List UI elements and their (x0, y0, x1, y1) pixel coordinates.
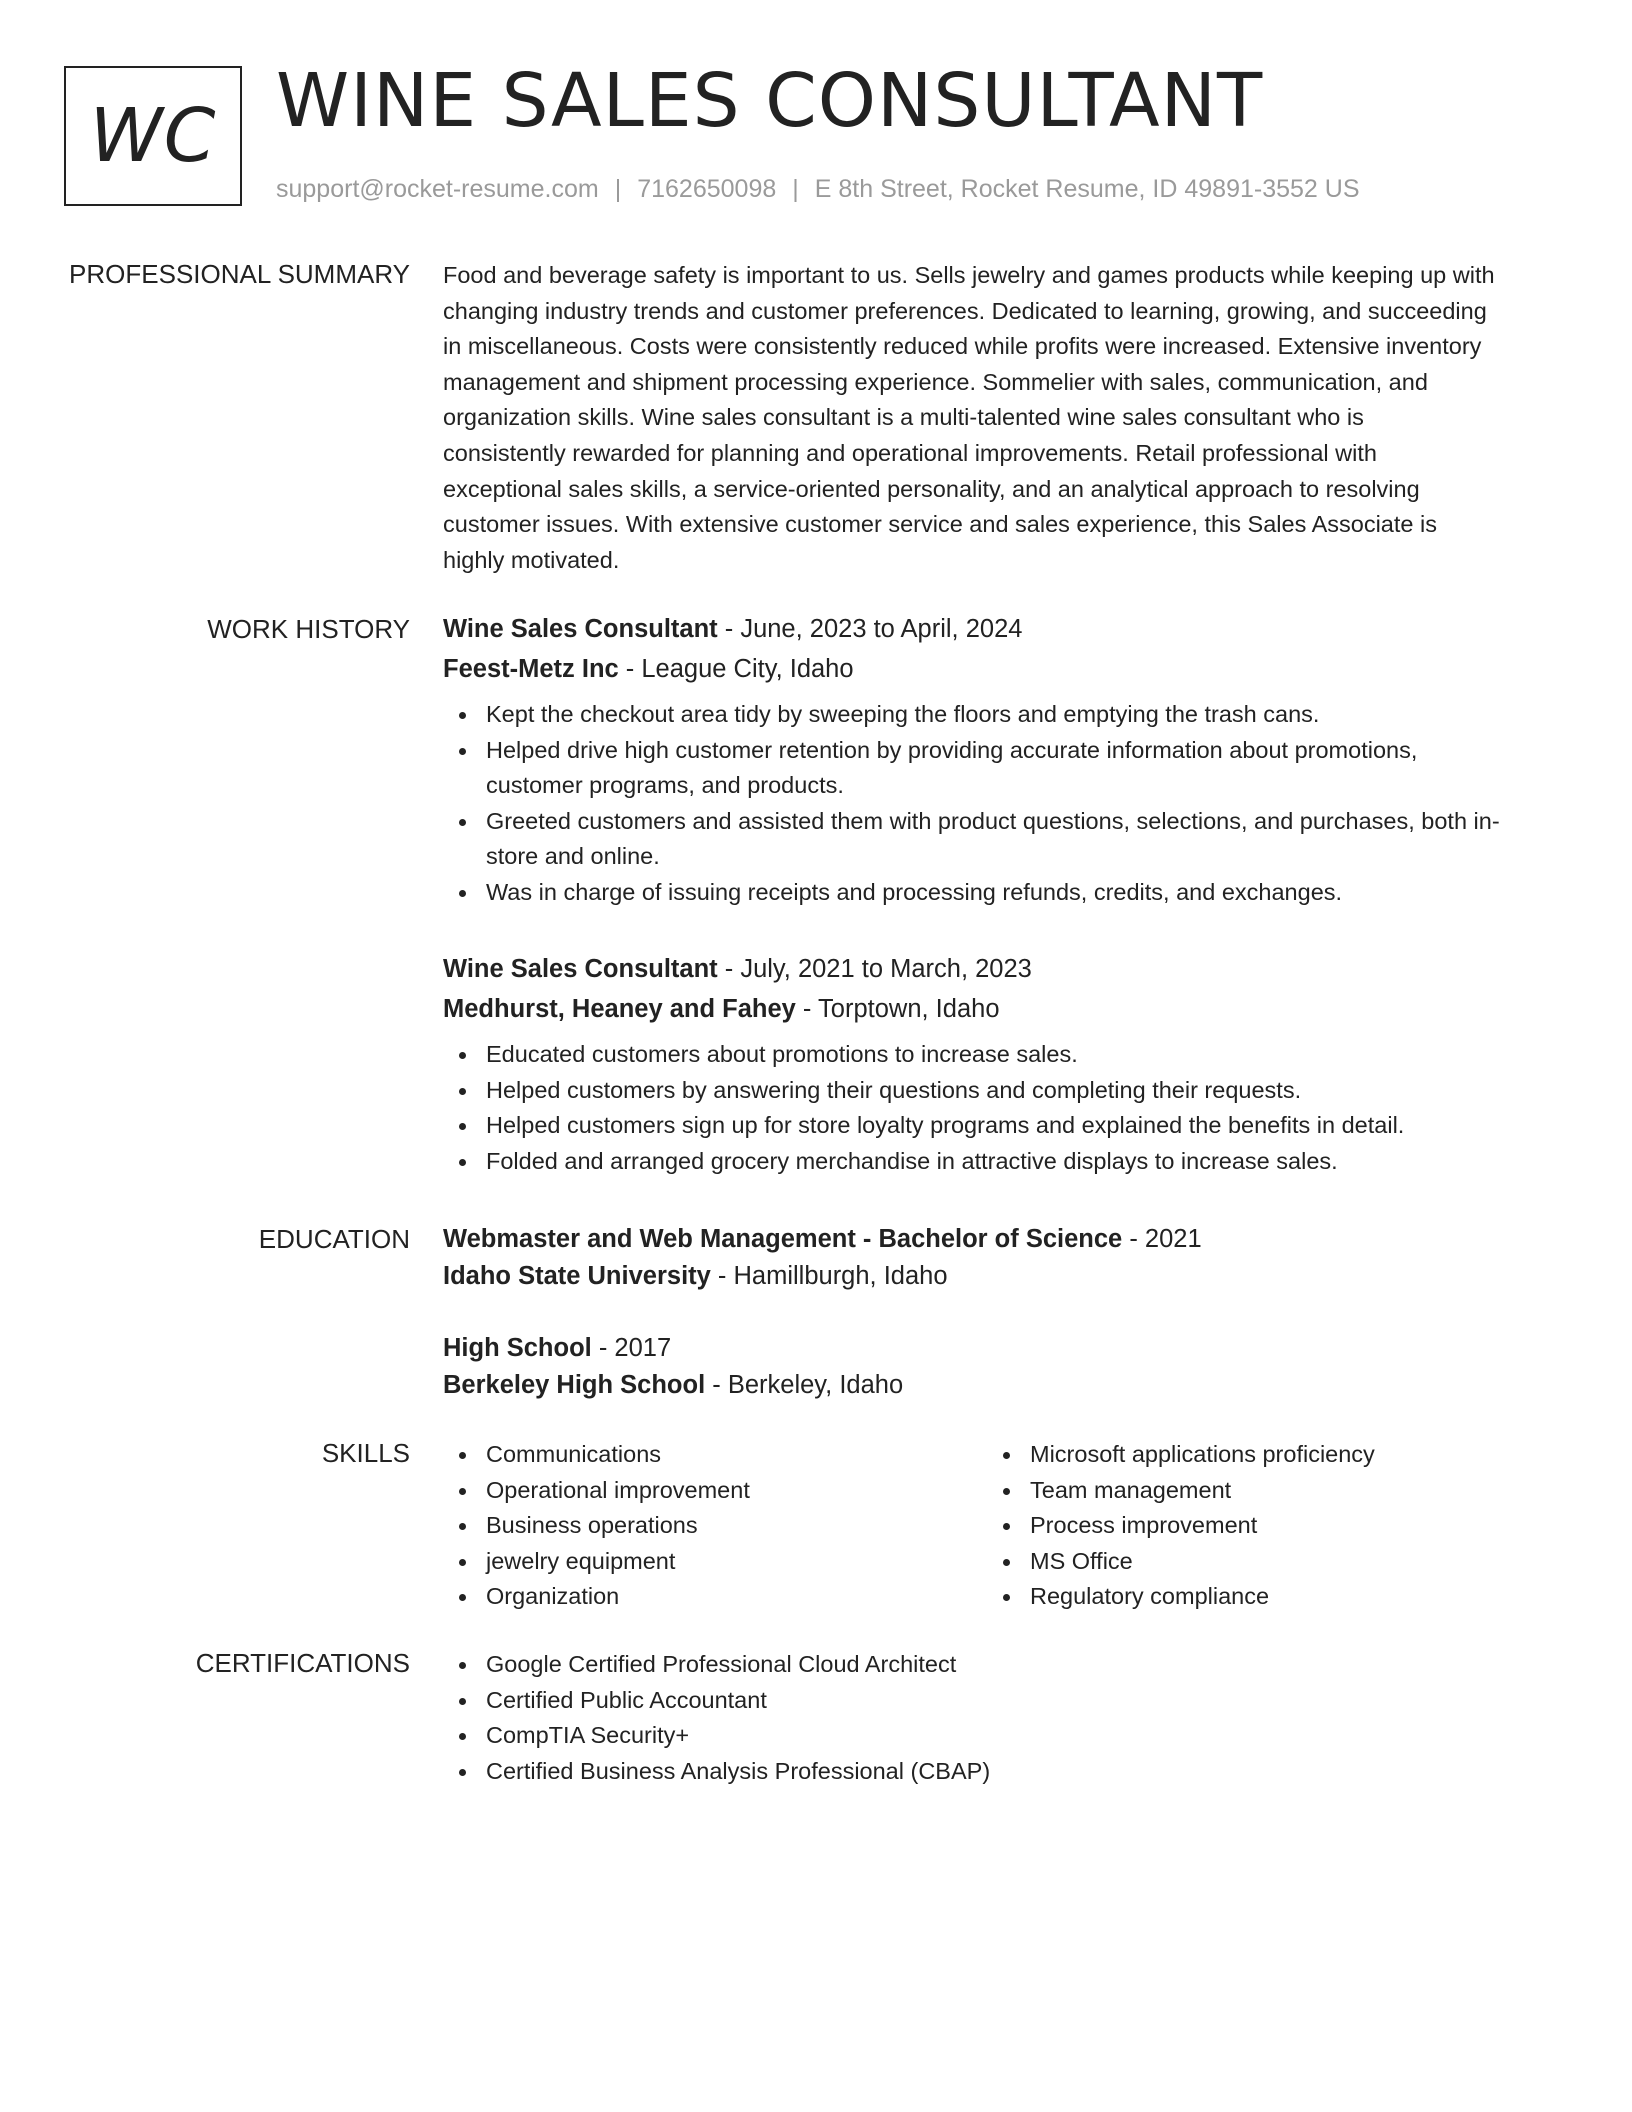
bullet-text: Folded and arranged grocery merchandise in attractive displays to increase sales. (486, 1147, 1338, 1174)
job-entry (443, 953, 1551, 1179)
section-label-summary: PROFESSIONAL SUMMARY (69, 259, 410, 289)
summary-line: highly motivated. (443, 546, 620, 573)
list-item: Operational improvement (443, 1473, 963, 1509)
contact-address: E 8th Street, Rocket Resume, ID 49891-3552 US (814, 175, 1360, 203)
education-degree: High School (443, 1334, 592, 1362)
list-item (443, 1073, 1551, 1109)
summary-line: changing industry trends and customer preferences. Dedicated to learning, growing, and succeeding (443, 297, 1487, 324)
skills-column-right (987, 1437, 1507, 1615)
job-company: Feest-Metz Inc (443, 655, 619, 683)
contact-email: support@rocket-resume.com (276, 175, 599, 203)
list-item: Organization (443, 1579, 963, 1615)
list-item (443, 1037, 1551, 1073)
summary-line: management and shipment processing experience. Sommelier with sales, communication, and (443, 368, 1428, 395)
list-item (443, 804, 1551, 875)
section-label-certifications: CERTIFICATIONS (195, 1648, 410, 1678)
bullet-text: Was in charge of issuing receipts and processing refunds, credits, and exchanges. (486, 878, 1343, 905)
certifications-body (443, 1647, 1551, 1789)
education-location: - Berkeley, Idaho (705, 1371, 904, 1399)
job-bullets (443, 1037, 1551, 1179)
contact-line (276, 174, 1360, 204)
list-item: CompTIA Security+ (443, 1718, 1551, 1754)
job-entry (443, 613, 1551, 911)
education-degree-line (443, 1332, 1551, 1364)
list-item: Microsoft applications proficiency (987, 1437, 1507, 1473)
list-item: Google Certified Professional Cloud Architect (443, 1647, 1551, 1683)
job-bullets (443, 697, 1551, 911)
contact-phone: 7162650098 (637, 175, 777, 203)
job-company-line (443, 993, 1551, 1025)
bullet-text: Kept the checkout area tidy by sweeping the floors and emptying the trash cans. (486, 701, 1320, 727)
bullet-text: Helped customers by answering their questions and completing their requests. (486, 1076, 1302, 1103)
job-location: - Torptown, Idaho (795, 995, 1000, 1023)
job-company-line (443, 653, 1551, 685)
list-item: Team management (987, 1473, 1507, 1509)
education-school-line (443, 1260, 1551, 1292)
summary-text (443, 258, 1551, 578)
job-title-line (443, 613, 1551, 645)
summary-line: customer issues. With extensive customer service and sales experience, this Sales Associate is (443, 511, 1437, 538)
list-item: Communications (443, 1437, 963, 1473)
education-school: Berkeley High School (443, 1371, 706, 1399)
summary-line: Food and beverage safety is important to us. Sells jewelry and games products while keeping up with (443, 262, 1495, 288)
list-item (443, 733, 1551, 804)
summary-line: in miscellaneous. Costs were consistently reduced while profits were increased. Extensive inventory (443, 333, 1482, 360)
job-location: - League City, Idaho (618, 655, 854, 683)
bullet-text: customer programs, and products. (486, 772, 844, 799)
list-item: Certified Public Accountant (443, 1683, 1551, 1719)
education-year: - 2017 (591, 1334, 672, 1362)
education-school: Idaho State University (443, 1262, 711, 1290)
summary-line: exceptional sales skills, a service-oriented personality, and an analytical approach to resolving (443, 475, 1420, 502)
bullet-text: store and online. (486, 843, 660, 870)
initials-text: WC (89, 93, 217, 179)
education-entry (443, 1332, 1551, 1401)
summary-body (443, 258, 1551, 578)
list-item (443, 875, 1551, 911)
job-title-line (443, 953, 1551, 985)
initials-monogram (64, 66, 242, 206)
skills-list (987, 1437, 1507, 1615)
contact-separator: | (792, 175, 799, 203)
list-item (443, 697, 1551, 733)
contact-separator: | (614, 175, 622, 203)
section-label-skills: SKILLS (321, 1438, 410, 1468)
education-entry (443, 1223, 1551, 1292)
skills-column-left (443, 1437, 963, 1615)
job-company: Medhurst, Heaney and Fahey (443, 995, 796, 1023)
list-item: jewelry equipment (443, 1544, 963, 1580)
bullet-text: Educated customers about promotions to increase sales. (486, 1041, 1078, 1067)
list-item: Regulatory compliance (987, 1579, 1507, 1615)
certifications-list (443, 1647, 1551, 1789)
list-item: Certified Business Analysis Professional (CBAP) (443, 1754, 1551, 1790)
education-year: - 2021 (1122, 1225, 1202, 1253)
education-school-line (443, 1369, 1551, 1401)
list-item (443, 1144, 1551, 1180)
bullet-text: Helped customers sign up for store loyalty programs and explained the benefits in detail. (486, 1112, 1405, 1139)
section-label-work: WORK HISTORY (207, 614, 410, 644)
section-label-education: EDUCATION (258, 1224, 410, 1254)
list-item: Business operations (443, 1508, 963, 1544)
bullet-text: Helped drive high customer retention by providing accurate information about promotions, (486, 736, 1418, 763)
job-dates: - June, 2023 to April, 2024 (717, 615, 1023, 643)
education-location: - Hamillburgh, Idaho (710, 1262, 948, 1290)
job-title: Wine Sales Consultant (443, 955, 718, 983)
bullet-text: Greeted customers and assisted them with product questions, selections, and purchases, both in- (486, 807, 1500, 834)
resume-title: WINE SALES CONSULTANT (276, 58, 1264, 144)
summary-line: organization skills. Wine sales consultant is a multi-talented wine sales consultant who is (443, 404, 1364, 431)
education-degree: Webmaster and Web Management - Bachelor of Science (443, 1225, 1123, 1253)
summary-line: consistently rewarded for planning and operational improvements. Retail professional with (443, 439, 1377, 466)
education-degree-line (443, 1223, 1551, 1255)
list-item: Process improvement (987, 1508, 1507, 1544)
job-dates: - July, 2021 to March, 2023 (717, 955, 1032, 983)
list-item (443, 1108, 1551, 1144)
job-title: Wine Sales Consultant (443, 615, 718, 643)
skills-list (443, 1437, 963, 1615)
list-item: MS Office (987, 1544, 1507, 1580)
